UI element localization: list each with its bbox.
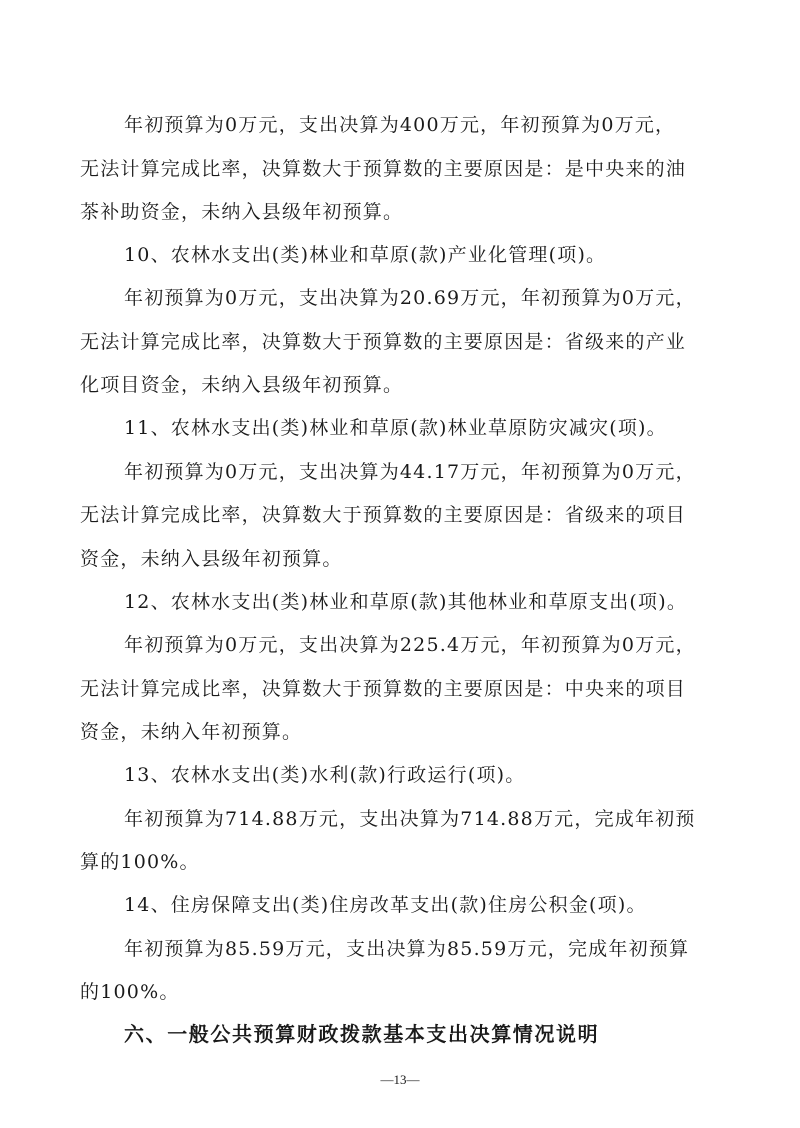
paragraph-line: 无法计算完成比率，决算数大于预算数的主要原因是：省级来的项目 xyxy=(80,504,687,526)
paragraph-line: 的100%。 xyxy=(80,981,180,1003)
paragraph-line: 资金，未纳入县级年初预算。 xyxy=(80,548,343,570)
item-heading-13: 13、农林水支出(类)水利(款)行政运行(项)。 xyxy=(124,764,526,786)
paragraph-line: 年初预算为85.59万元，支出决算为85.59万元，完成年初预算 xyxy=(124,938,690,960)
section-heading: 六、一般公共预算财政拨款基本支出决算情况说明 xyxy=(124,1022,600,1046)
paragraph-line: 化项目资金，未纳入县级年初预算。 xyxy=(80,374,404,396)
item-heading-14: 14、住房保障支出(类)住房改革支出(款)住房公积金(项)。 xyxy=(124,894,647,916)
page-number: —13— xyxy=(380,1072,420,1087)
item-heading-11: 11、农林水支出(类)林业和草原(款)林业草原防灾减灾(项)。 xyxy=(124,417,667,439)
paragraph-line: 茶补助资金，未纳入县级年初预算。 xyxy=(80,201,404,223)
paragraph-line: 无法计算完成比率，决算数大于预算数的主要原因是：是中央来的油 xyxy=(80,158,687,180)
paragraph-line: 年初预算为0万元，支出决算为20.69万元，年初预算为0万元， xyxy=(124,287,696,309)
item-heading-10: 10、农林水支出(类)林业和草原(款)产业化管理(项)。 xyxy=(124,244,607,266)
paragraph-line: 资金，未纳入年初预算。 xyxy=(80,721,303,743)
paragraph-line: 年初预算为714.88万元，支出决算为714.88万元，完成年初预 xyxy=(124,808,696,830)
paragraph-line: 年初预算为0万元，支出决算为400万元，年初预算为0万元， xyxy=(124,114,676,136)
paragraph-line: 年初预算为0万元，支出决算为44.17万元，年初预算为0万元， xyxy=(124,461,696,483)
item-heading-12: 12、农林水支出(类)林业和草原(款)其他林业和草原支出(项)。 xyxy=(124,591,688,613)
paragraph-line: 算的100%。 xyxy=(80,851,200,873)
paragraph-line: 年初预算为0万元，支出决算为225.4万元，年初预算为0万元， xyxy=(124,634,696,656)
paragraph-line: 无法计算完成比率，决算数大于预算数的主要原因是：中央来的项目 xyxy=(80,678,687,700)
paragraph-line: 无法计算完成比率，决算数大于预算数的主要原因是：省级来的产业 xyxy=(80,331,687,353)
